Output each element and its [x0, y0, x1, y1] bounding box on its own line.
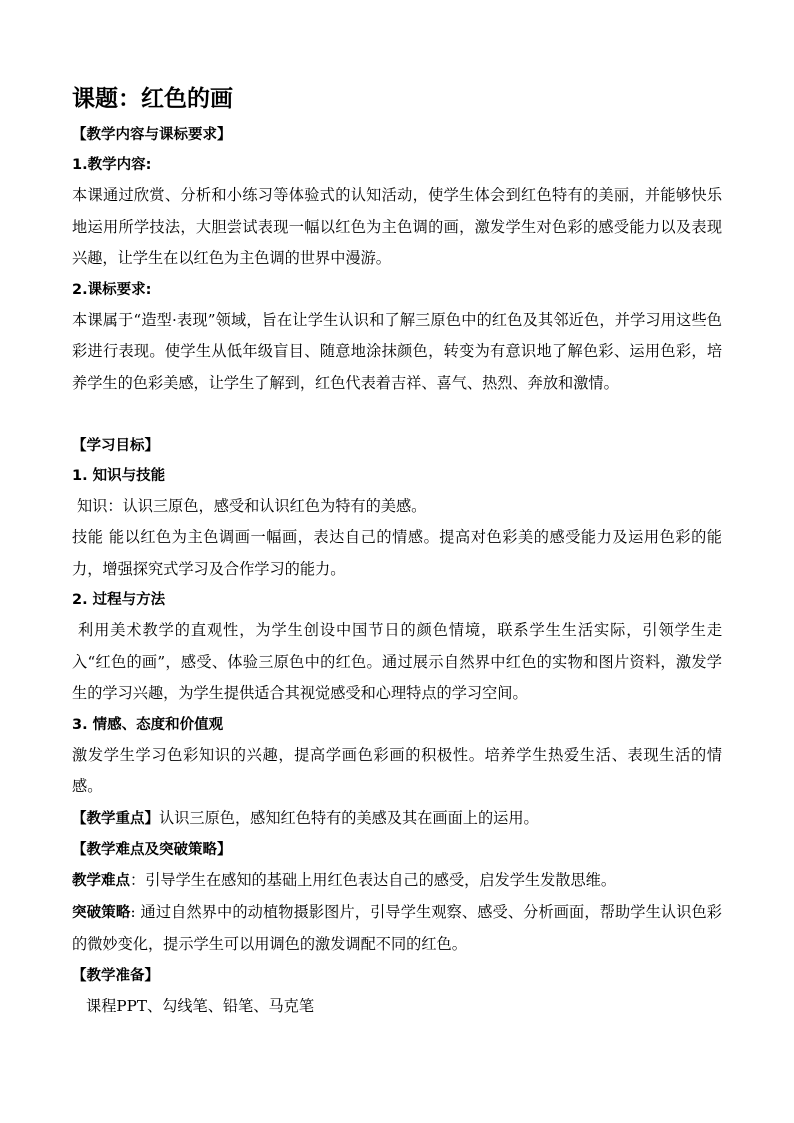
label-teaching-content: 1.教学内容: — [72, 157, 152, 173]
spacer — [72, 399, 722, 431]
text-curriculum-requirements: 本课属于“造型·表现”领域，旨在让学生认识和了解三原色中的红色及其邻近色，并学习用这些色彩进行表现。使学生从低年级盲目、随意地涂抹颜色，转变为有意识地了解色彩、运用色彩，培养学生的色彩美感，让学生了解到，红色代表着吉祥、喜气、热烈、奔放和激情。 — [72, 310, 722, 392]
heading-content-requirements: 【教学内容与课标要求】 — [72, 127, 232, 143]
difficulty-line — [72, 865, 722, 897]
text-difficulty: ：引导学生在感知的基础上用红色表达自己的感受，启发学生发散思维。 — [130, 870, 616, 889]
strategy-paragraph — [72, 897, 722, 961]
text-teaching-content: 本课通过欣赏、分析和小练习等体验式的认知活动，使学生体会到红色特有的美丽，并能够快乐地运用所学技法，大胆尝试表现一幅以红色为主色调的画，激发学生对色彩的感受能力以及表现兴趣，让学生在以红色为主色调的世界中漫游。 — [72, 186, 722, 267]
label-knowledge-skills: 1. 知识与技能 — [72, 468, 166, 484]
label-attitude-values: 3. 情感、态度和价值观 — [72, 716, 224, 733]
label-curriculum-requirements: 2.课标要求: — [72, 281, 152, 298]
text-knowledge: 知识：认识三原色，感受和认识红色为特有的美感。 — [77, 497, 427, 515]
text-skill: 技能 能以红色为主色调画一幅画，表达自己的情感。提高对色彩美的感受能力及运用色彩的能力，增强探究式学习及合作学习的能力。 — [72, 528, 722, 578]
text-process-method: 利用美术教学的直观性，为学生创设中国节日的颜色情境，联系学生生活实际，引领学生走入“红色的画”，感受、体验三原色中的红色。通过展示自然界中红色的实物和图片资料，激发学生的学习兴趣，为学生提供适合其视觉感受和心理特点的学习空间。 — [72, 621, 722, 702]
label-strategy: 突破策略 — [72, 904, 131, 921]
heading-objectives: 【学习目标】 — [72, 438, 159, 454]
text-preparation: 课程PPT、勾线笔、铅笔、马克笔 — [86, 996, 315, 1015]
document-page — [72, 84, 722, 1022]
text-attitude-values: 激发学生学习色彩知识的兴趣，提高学画色彩画的积极性。培养学生热爱生活、表现生活的情感。 — [72, 745, 722, 795]
label-process-method: 2. 过程与方法 — [72, 592, 166, 608]
label-difficulty: 教学难点 — [72, 872, 130, 889]
page-title: 课题：红色的画 — [72, 86, 233, 112]
heading-key-point: 【教学重点】 — [72, 810, 159, 827]
heading-difficulty: 【教学难点及突破策略】 — [72, 841, 232, 858]
text-strategy: : 通过自然界中的动植物摄影图片，引导学生观察、感受、分析画面，帮助学生认识色彩的微妙变化，提示学生可以用调色的激发调配不同的红色。 — [72, 902, 722, 953]
heading-preparation: 【教学准备】 — [72, 967, 159, 984]
text-key-point: 认识三原色，感知红色特有的美感及其在画面上的运用。 — [159, 808, 539, 827]
key-point-line — [72, 803, 722, 835]
